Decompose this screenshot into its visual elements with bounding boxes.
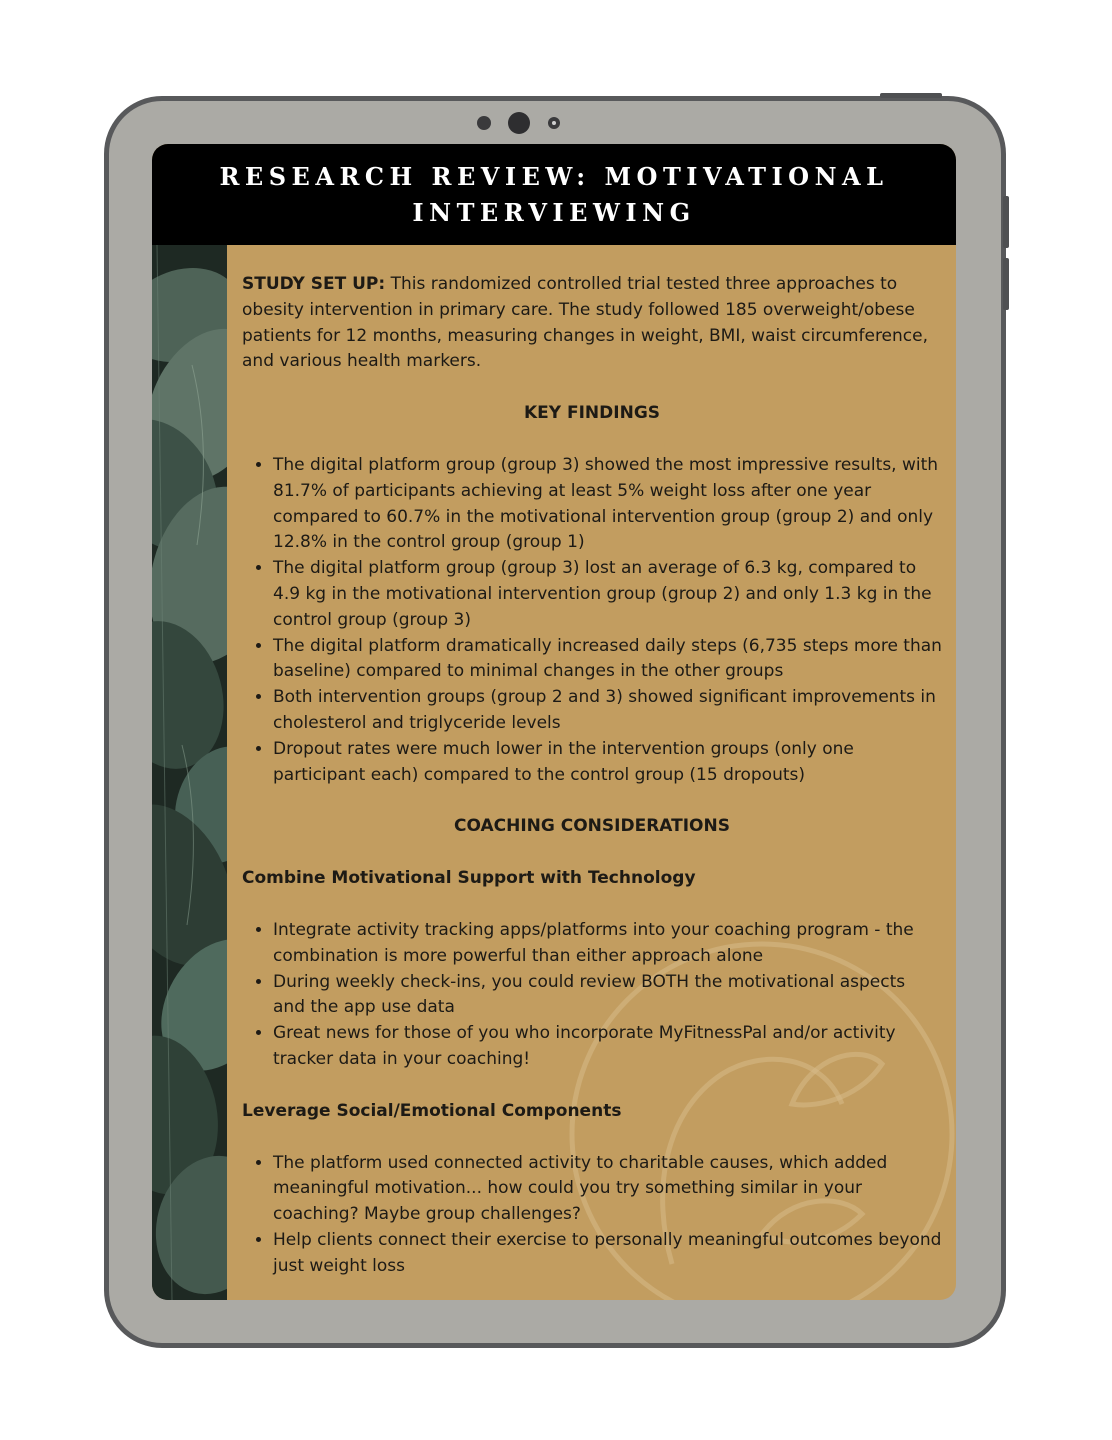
list-item: • Integrate activity tracking apps/platforms into your coaching program - the combination is more powerful than either approach alone xyxy=(273,918,942,970)
leaves-illustration xyxy=(152,245,227,1300)
study-setup-label: STUDY SET UP: xyxy=(242,274,386,294)
list-item: • The digital platform group (group 3) lost an average of 6.3 kg, compared to 4.9 kg in the motivational intervention group (group 2) and only 1.3 kg in the control group (group 3) xyxy=(273,556,942,633)
list-item: • The digital platform dramatically increased daily steps (6,735 steps more than baseline) compared to minimal changes in the other groups xyxy=(273,634,942,686)
technology-list xyxy=(242,918,942,1073)
subhead-technology: Combine Motivational Support with Technology xyxy=(242,868,696,889)
list-item: • Both intervention groups (group 2 and 3) showed significant improvements in cholesterol and triglyceride levels xyxy=(273,685,942,737)
light-sensor-icon xyxy=(548,117,560,129)
list-item: • During weekly check-ins, you could review BOTH the motivational aspects and the app use data xyxy=(273,970,942,1022)
volume-up-button xyxy=(1003,196,1009,248)
list-item: • Great news for those of you who incorporate MyFitnessPal and/or activity tracker data in your coaching! xyxy=(273,1021,942,1073)
header-banner xyxy=(152,144,956,245)
key-findings-list xyxy=(242,453,942,788)
tablet-screen xyxy=(152,144,956,1300)
study-setup-text: This randomized controlled trial tested three approaches to obesity intervention in primary care. The study followed 185 overweight/obese patients for 12 months, measuring changes in weight, BMI, waist circumference, and various health markers. xyxy=(242,274,929,372)
coaching-title: COACHING CONSIDERATIONS xyxy=(454,816,730,837)
list-item: • Help clients connect their exercise to personally meaningful outcomes beyond just weight loss xyxy=(273,1228,942,1280)
list-item: • The digital platform group (group 3) showed the most impressive results, with 81.7% of participants achieving at least 5% weight loss after one year compared to 60.7% in the motivational intervention group (group 2) and only 12.8% in the control group (group 1) xyxy=(273,453,942,556)
page-title: RESEARCH REVIEW: MOTIVATIONAL INTERVIEWING xyxy=(219,161,889,227)
study-setup-paragraph xyxy=(242,272,942,375)
sensor-icon xyxy=(477,116,491,130)
power-button xyxy=(880,93,942,98)
key-findings-title: KEY FINDINGS xyxy=(523,403,661,424)
camera-icon xyxy=(508,112,530,134)
subhead-social: Leverage Social/Emotional Components xyxy=(242,1100,622,1121)
volume-down-button xyxy=(1003,258,1009,310)
list-item: • Dropout rates were much lower in the intervention groups (only one participant each) compared to the control group (15 dropouts) xyxy=(273,737,942,789)
leaf-image-strip xyxy=(152,245,227,1300)
social-list xyxy=(242,1151,942,1280)
list-item: • The platform used connected activity to charitable causes, which added meaningful motivation... how could you try something similar in your coaching? Maybe group challenges? xyxy=(273,1151,942,1228)
article-content xyxy=(242,245,942,1300)
